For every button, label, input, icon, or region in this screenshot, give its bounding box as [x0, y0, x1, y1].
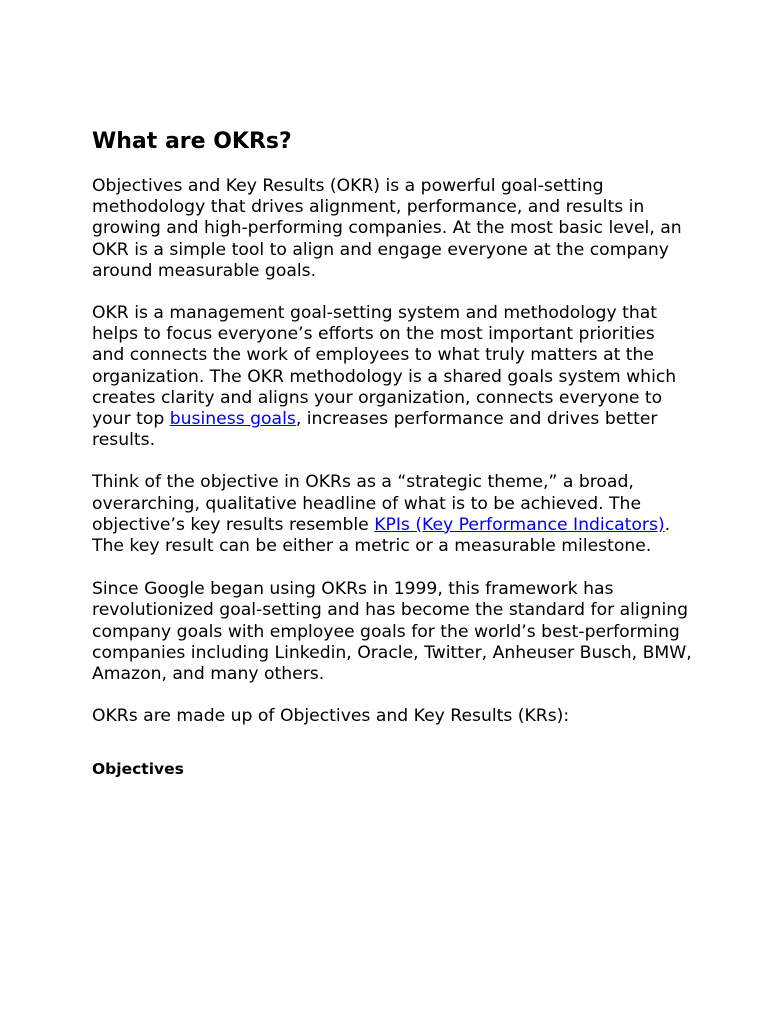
- paragraph-objective-theme: [92, 472, 692, 557]
- paragraph-okr-definition: Objectives and Key Results (OKR) is a powerful goal-setting methodology that drives alignment, performance, and results in growing and high-performing companies. At the most basic level, an OKR is a simple tool to align and engage everyone at the company around measurable goals.: [92, 176, 682, 281]
- kpis-link[interactable]: KPIs (Key Performance Indicators): [374, 514, 665, 535]
- paragraph-text: OKR is a management goal-setting system and methodology that helps to focus everyone’s efforts on the most important priorities and connects the work of employees to what truly matters at the organization. The OKR methodology is a shared goals system which creates clarity and aligns your organization, connects everyone to your top: [92, 303, 677, 430]
- paragraph-text: . The key result can be either a metric or a measurable milestone.: [92, 514, 671, 557]
- paragraph-okr-parts: OKRs are made up of Objectives and Key Results (KRs):: [92, 706, 570, 727]
- document-body: [92, 128, 692, 779]
- section-heading-objectives: Objectives: [92, 760, 184, 779]
- paragraph-text: Think of the objective in OKRs as a “strategic theme,” a broad, overarching, qualitative headline of what is to be achieved. The objective’s key results resemble: [92, 472, 642, 535]
- business-goals-link[interactable]: business goals: [169, 409, 296, 430]
- paragraph-okr-management: [92, 303, 692, 451]
- page-title: What are OKRs?: [92, 129, 292, 154]
- paragraph-google-history: Since Google began using OKRs in 1999, this framework has revolutionized goal-setting and has become the standard for aligning company goals with employee goals for the world’s best-performing companies including Linkedin, Oracle, Twitter, Anheuser Busch, BMW, Amazon, and many others.: [92, 579, 692, 685]
- paragraph-text: , increases performance and drives better results.: [92, 409, 658, 451]
